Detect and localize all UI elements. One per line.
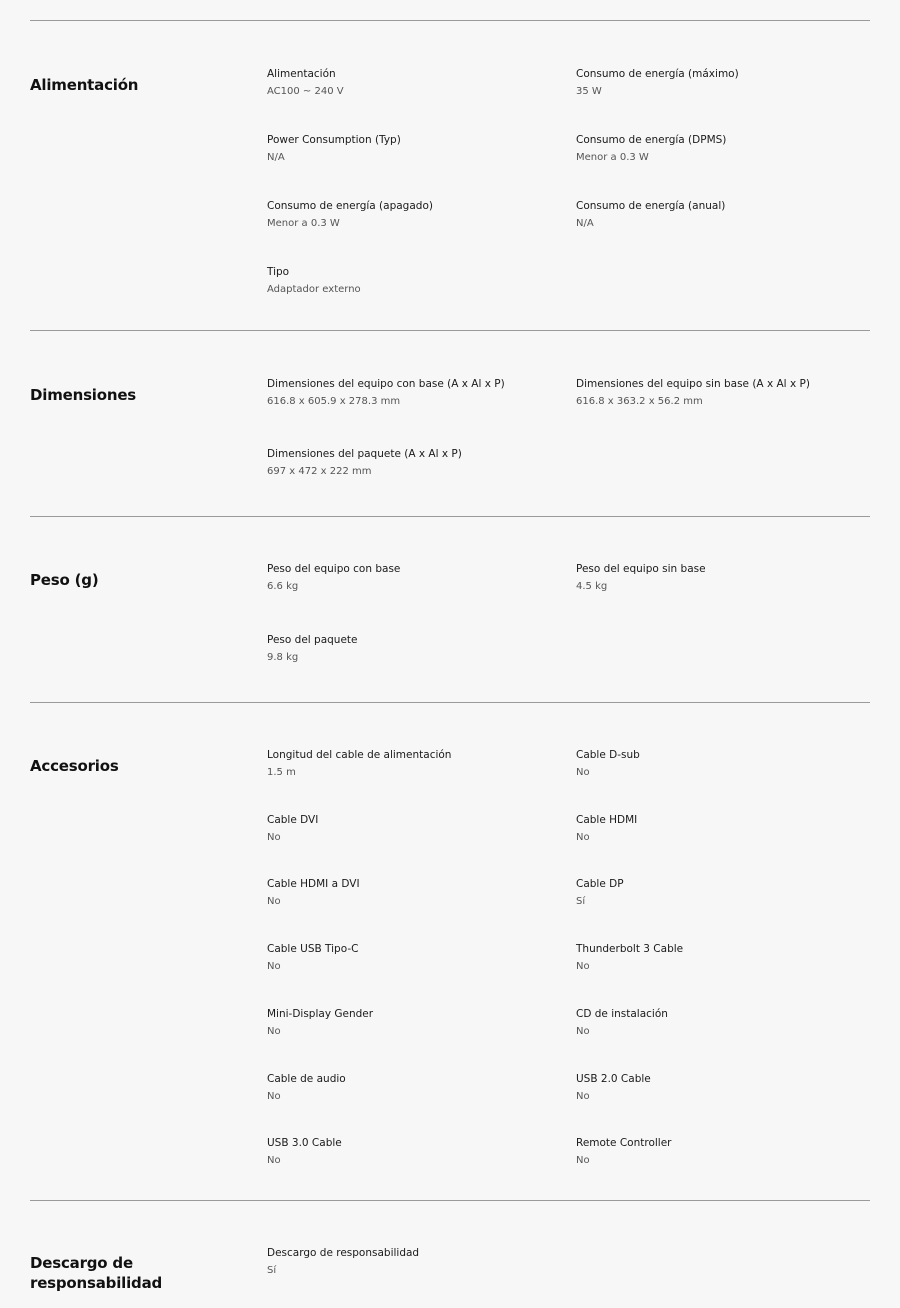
section-dimensions — [30, 330, 870, 516]
spec-value: No — [576, 1090, 590, 1102]
spec-value: No — [267, 1090, 281, 1102]
spec-label: Cable DP — [576, 878, 624, 891]
spec-value: AC100 ~ 240 V — [267, 86, 344, 97]
spec-value: No — [267, 831, 281, 843]
spec-value: 697 x 472 x 222 mm — [267, 466, 372, 477]
spec-item — [267, 632, 576, 695]
spec-value: No — [267, 961, 281, 973]
spec-value: N/A — [576, 218, 594, 229]
spec-value: 4.5 kg — [576, 581, 608, 592]
section-power — [30, 20, 870, 330]
spec-item — [576, 376, 870, 439]
section-title: Accesorios — [30, 757, 119, 775]
spec-value: Adaptador externo — [267, 284, 361, 295]
spec-value: Sí — [267, 1265, 277, 1276]
section-title: Peso (g) — [30, 571, 99, 589]
spec-label: USB 3.0 Cable — [267, 1137, 342, 1150]
spec-item — [267, 812, 576, 875]
spec-label: Consumo de energía (anual) — [576, 200, 726, 212]
spec-value: N/A — [267, 152, 285, 163]
spec-item — [267, 1135, 576, 1198]
spec-label: Cable HDMI a DVI — [267, 878, 360, 891]
spec-value: 616.8 x 605.9 x 278.3 mm — [267, 396, 401, 407]
spec-item — [576, 1006, 870, 1069]
spec-item — [576, 812, 870, 875]
spec-item — [267, 1071, 576, 1134]
spec-label: Dimensiones del paquete (A x Al x P) — [267, 448, 462, 460]
spec-value: 9.8 kg — [267, 651, 299, 663]
spec-label: Mini-Display Gender — [267, 1007, 374, 1020]
spec-item — [576, 876, 870, 939]
section-title: Dimensiones — [30, 386, 137, 404]
section-title: Descargo de responsabilidad — [30, 1254, 163, 1292]
spec-grid — [267, 1244, 870, 1300]
spec-label: Cable de audio — [267, 1072, 346, 1085]
spec-label: Remote Controller — [576, 1137, 672, 1150]
spec-label: Descargo de responsabilidad — [267, 1247, 420, 1259]
spec-item — [576, 1135, 870, 1198]
spec-label: Dimensiones del equipo con base (A x Al x P) — [267, 378, 505, 390]
spec-item — [267, 264, 576, 327]
spec-grid — [267, 375, 870, 516]
spec-label: Cable DVI — [267, 813, 319, 826]
spec-item — [576, 747, 870, 810]
spec-item — [576, 1071, 870, 1134]
spec-item — [267, 376, 576, 439]
spec-label: Alimentación — [267, 68, 336, 80]
spec-item — [267, 198, 576, 261]
spec-label: Peso del paquete — [267, 633, 358, 646]
spec-item — [267, 561, 576, 624]
spec-label: Consumo de energía (apagado) — [267, 200, 433, 212]
spec-item — [576, 561, 870, 624]
section-disclaimer — [30, 1200, 870, 1300]
spec-label: Peso del equipo con base — [267, 563, 401, 575]
spec-item — [267, 1006, 576, 1069]
spec-value: No — [267, 1155, 281, 1167]
spec-label: Consumo de energía (DPMS) — [576, 134, 727, 146]
spec-item — [267, 876, 576, 939]
spec-label: Cable USB Tipo-C — [267, 943, 359, 956]
spec-value: 35 W — [576, 86, 602, 97]
spec-grid — [267, 560, 870, 702]
spec-item — [267, 747, 576, 810]
spec-item — [267, 1245, 576, 1308]
spec-label: Tipo — [267, 266, 290, 278]
spec-label: Dimensiones del equipo sin base (A x Al x P) — [576, 378, 810, 390]
spec-value: No — [576, 767, 590, 778]
spec-item — [576, 66, 870, 129]
spec-value: No — [576, 831, 590, 843]
spec-label: Consumo de energía (máximo) — [576, 68, 739, 80]
spec-value: No — [576, 961, 590, 973]
spec-value: No — [576, 1155, 590, 1167]
spec-label: Thunderbolt 3 Cable — [576, 943, 684, 956]
spec-label: Cable D-sub — [576, 749, 640, 761]
spec-value: 1.5 m — [267, 767, 296, 778]
spec-label: USB 2.0 Cable — [576, 1072, 651, 1085]
spec-label: Longitud del cable de alimentación — [267, 749, 452, 761]
spec-value: Menor a 0.3 W — [267, 218, 340, 229]
spec-value: Sí — [576, 896, 586, 908]
spec-item — [576, 132, 870, 195]
spec-label: Cable HDMI — [576, 813, 638, 826]
spec-grid — [267, 65, 870, 330]
spec-value: No — [267, 896, 281, 908]
spec-label: Peso del equipo sin base — [576, 563, 706, 575]
spec-sheet — [30, 20, 870, 1300]
section-accessories — [30, 702, 870, 1200]
spec-grid — [267, 746, 870, 1200]
spec-value: No — [576, 1025, 590, 1037]
spec-item — [267, 132, 576, 195]
spec-value: No — [267, 1025, 281, 1037]
spec-item — [576, 941, 870, 1004]
spec-item — [267, 66, 576, 129]
spec-item — [267, 446, 576, 509]
spec-label: Power Consumption (Typ) — [267, 134, 401, 146]
section-weight — [30, 516, 870, 702]
spec-item — [267, 941, 576, 1004]
section-title: Alimentación — [30, 76, 139, 94]
spec-value: Menor a 0.3 W — [576, 152, 649, 163]
spec-value: 6.6 kg — [267, 581, 299, 592]
spec-label: CD de instalación — [576, 1007, 668, 1020]
spec-value: 616.8 x 363.2 x 56.2 mm — [576, 396, 703, 407]
spec-item — [576, 198, 870, 261]
